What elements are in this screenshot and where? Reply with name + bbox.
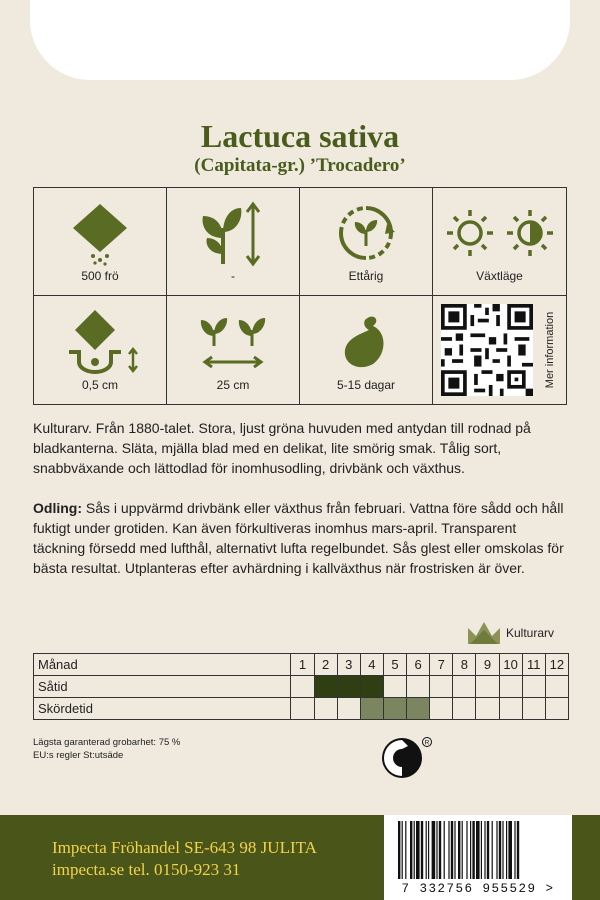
month-4: 4 <box>360 654 383 676</box>
product-title: Lactuca sativa <box>200 118 400 154</box>
barcode-bar <box>499 821 501 879</box>
barcode-bar <box>492 821 493 879</box>
icon-cell-height <box>167 188 300 296</box>
sow-cell-6 <box>407 676 430 698</box>
barcode-bar <box>444 821 445 879</box>
eu-rules: EU:s regler St:utsäde <box>33 750 124 761</box>
sow-cell-9 <box>476 676 499 698</box>
barcode-bar <box>487 821 489 879</box>
harvest-cell-11 <box>522 698 545 720</box>
month-7: 7 <box>430 654 453 676</box>
heritage-badge <box>466 620 554 646</box>
month-header-label: Månad <box>34 654 291 676</box>
plant-height-icon <box>193 198 273 268</box>
calendar-table <box>33 653 569 720</box>
description: Kulturarv. Från 1880-talet. Stora, ljust gröna huvuden med antydan till rodnad på bladkanterna. Släta, mjälla blad med en delikat, lite smörig smak. Tålig sort, snabbväxande och lättodlad för inomhusodling, drivbänk och växthus. <box>33 420 531 476</box>
month-2: 2 <box>314 654 337 676</box>
barcode-bar <box>448 821 449 879</box>
barcode-bar <box>402 821 403 879</box>
company-address: Impecta Fröhandel SE-643 98 JULITA <box>52 838 317 857</box>
spacing-label: 25 cm <box>216 378 250 392</box>
barcode-bar <box>410 821 412 879</box>
month-9: 9 <box>476 654 499 676</box>
month-6: 6 <box>407 654 430 676</box>
barcode-bar <box>458 821 460 879</box>
icon-cell-seeds <box>34 188 167 296</box>
cultivation-text <box>33 498 569 578</box>
harvest-cell-7 <box>430 698 453 720</box>
more-info-label: Mer information <box>544 311 556 389</box>
barcode-bar <box>439 821 441 879</box>
germination-info <box>33 736 180 762</box>
harvest-cell-10 <box>499 698 522 720</box>
barcode-bar <box>466 821 467 879</box>
barcode-bar <box>405 821 406 879</box>
barcode-area <box>384 815 572 900</box>
barcode-bar <box>398 821 400 879</box>
harvest-label: Skördetid <box>34 698 291 720</box>
month-1: 1 <box>291 654 314 676</box>
product-subtitle: (Capitata-gr.) ’Trocadero’ <box>194 155 406 176</box>
icon-cell-annual <box>300 188 433 296</box>
harvest-cell-4 <box>360 698 383 720</box>
hang-hole-cutout <box>30 0 570 80</box>
month-10: 10 <box>499 654 522 676</box>
sow-cell-12 <box>545 676 568 698</box>
germination-icon <box>331 306 401 376</box>
barcode-bar <box>514 821 515 879</box>
footer-band <box>0 815 600 900</box>
harvest-cell-3 <box>337 698 360 720</box>
sow-cell-2 <box>314 676 337 698</box>
sun-halfshade-icon <box>440 198 560 268</box>
harvest-cell-1 <box>291 698 314 720</box>
icon-cell-germination <box>300 296 433 404</box>
lifecycle-label: Ettårig <box>348 269 384 283</box>
barcode-bar <box>454 821 455 879</box>
sowing-depth-icon <box>55 306 145 376</box>
icon-cell-qr[interactable] <box>433 296 566 404</box>
germination-label: 5-15 dagar <box>336 378 396 392</box>
harvest-cell-12 <box>545 698 568 720</box>
barcode-bar <box>451 821 453 879</box>
harvest-cell-8 <box>453 698 476 720</box>
barcode-bar <box>476 821 480 879</box>
calendar-header-row <box>34 654 569 676</box>
icon-cell-light <box>433 188 566 296</box>
barcode-bar <box>496 821 497 879</box>
barcode-number: 7 332756 955529 > <box>401 882 555 896</box>
month-11: 11 <box>522 654 545 676</box>
barcode-bar <box>432 821 436 879</box>
barcode-bar <box>484 821 485 879</box>
light-label: Växtläge <box>476 269 523 283</box>
barcode-icon <box>384 815 572 883</box>
barcode-bar <box>508 821 512 879</box>
company-contact: impecta.se tel. 0150-923 31 <box>52 860 241 879</box>
icon-cell-spacing <box>167 296 300 404</box>
harvest-row <box>34 698 569 720</box>
barcode-bar <box>462 821 463 879</box>
barcode-bar <box>502 821 503 879</box>
plant-spacing-icon <box>188 306 278 376</box>
germination-rate: Lägsta garanterad grobarhet: 75 % <box>33 737 181 748</box>
sowing-label: Såtid <box>34 676 291 698</box>
svg-text:R: R <box>424 739 430 747</box>
barcode-bar <box>414 821 415 879</box>
crown-icon <box>466 620 502 646</box>
cultivation-body: Sås i uppvärmd drivbänk eller växthus från februari. Vattna före sådd och håll fuktigt under grotiden. Kan även förkultiveras inomhus mars-april. Transparent täckning försedd med lufthål, alternativt lufta regelbundet. Sås glest eller omskolas för bästa resultat. Utplanteras efter avhärdning i kallväxthus när frostrisken är över. <box>33 500 564 576</box>
company-info <box>52 837 317 881</box>
month-3: 3 <box>337 654 360 676</box>
barcode-bar <box>421 821 423 879</box>
barcode-bar <box>481 821 482 879</box>
month-5: 5 <box>383 654 406 676</box>
harvest-cell-2 <box>314 698 337 720</box>
seed-packet-icon <box>65 198 135 268</box>
annual-cycle-icon <box>331 198 401 268</box>
seed-count-label: 500 frö <box>81 269 119 283</box>
cultivation-label: Odling: <box>33 500 82 516</box>
barcode-bar <box>506 821 507 879</box>
sow-cell-1 <box>291 676 314 698</box>
sow-cell-7 <box>430 676 453 698</box>
height-label: - <box>231 269 235 283</box>
barcode-bar <box>472 821 474 879</box>
harvest-cell-6 <box>407 698 430 720</box>
harvest-cell-9 <box>476 698 499 720</box>
sow-cell-5 <box>383 676 406 698</box>
barcode-bar <box>426 821 427 879</box>
icon-grid <box>33 187 567 405</box>
sow-cell-10 <box>499 676 522 698</box>
heritage-label: Kulturarv <box>506 626 555 640</box>
depth-label: 0,5 cm <box>81 378 118 392</box>
icon-cell-depth <box>34 296 167 404</box>
sow-cell-3 <box>337 676 360 698</box>
barcode-bar <box>517 821 519 879</box>
barcode-bar <box>416 821 420 879</box>
sow-cell-11 <box>522 676 545 698</box>
harvest-cell-5 <box>383 698 406 720</box>
green-dot-recycling-icon <box>380 736 436 780</box>
barcode-bar <box>470 821 471 879</box>
sow-cell-8 <box>453 676 476 698</box>
barcode-bar <box>436 821 437 879</box>
sowing-row <box>34 676 569 698</box>
title-block <box>0 118 600 178</box>
qr-code-icon[interactable] <box>441 304 533 396</box>
barcode-bar <box>428 821 429 879</box>
month-8: 8 <box>453 654 476 676</box>
month-12: 12 <box>545 654 568 676</box>
sow-cell-4 <box>360 676 383 698</box>
